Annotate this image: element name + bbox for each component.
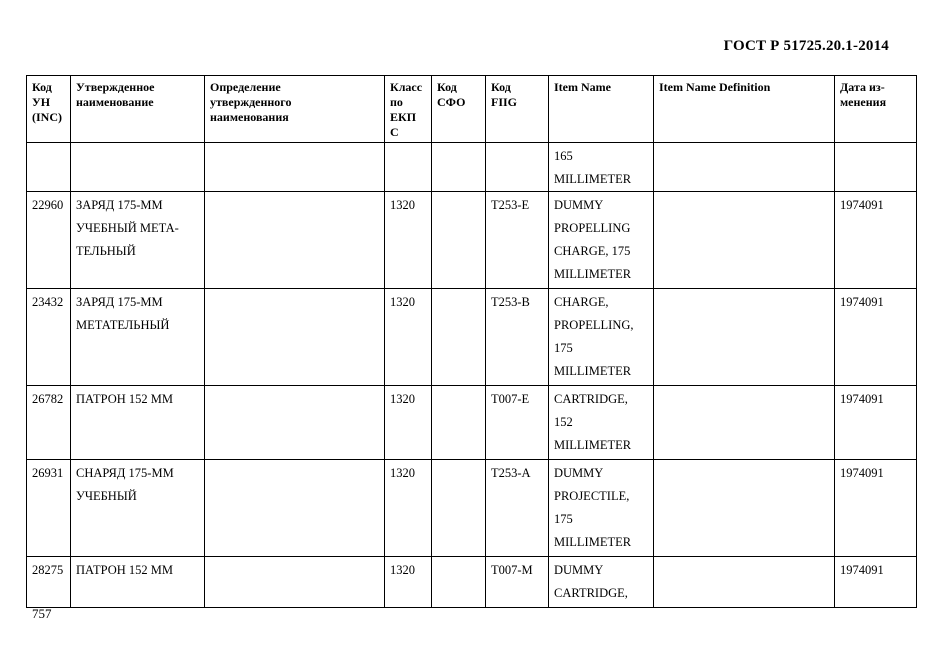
cell-sfo xyxy=(432,557,486,608)
column-header-class: Класс по ЕКП С xyxy=(385,76,432,143)
table-row xyxy=(27,192,917,289)
document-standard-header: ГОСТ Р 51725.20.1-2014 xyxy=(723,38,889,54)
column-header-name-definition: Определение утвержденного наименования xyxy=(205,76,385,143)
cell-fiig xyxy=(486,143,549,192)
cell-sfo xyxy=(432,192,486,289)
item-name-catalog-table xyxy=(26,75,917,608)
cell-fiig: T253-B xyxy=(486,289,549,386)
table-row xyxy=(27,386,917,460)
cell-sfo xyxy=(432,143,486,192)
column-header-approved-name: Утвержденное наименование xyxy=(71,76,205,143)
cell-change-date: 1974091 xyxy=(835,192,917,289)
page-number: 757 xyxy=(32,606,52,621)
cell-item-name: DUMMY CARTRIDGE, xyxy=(549,557,654,608)
cell-class: 1320 xyxy=(385,460,432,557)
table-row xyxy=(27,557,917,608)
cell-item-name: CHARGE, PROPELLING, 175 MILLIMETER xyxy=(549,289,654,386)
cell-approved-name: ЗАРЯД 175-ММ УЧЕБНЫЙ МЕТА- ТЕЛЬНЫЙ xyxy=(71,192,205,289)
cell-definition xyxy=(205,192,385,289)
cell-class: 1320 xyxy=(385,192,432,289)
column-header-item-name-definition: Item Name Definition xyxy=(654,76,835,143)
cell-change-date: 1974091 xyxy=(835,386,917,460)
cell-inc: 26782 xyxy=(27,386,71,460)
cell-sfo xyxy=(432,289,486,386)
cell-item-name-definition xyxy=(654,386,835,460)
column-header-fiig: Код FIIG xyxy=(486,76,549,143)
cell-item-name: CARTRIDGE, 152 MILLIMETER xyxy=(549,386,654,460)
cell-inc: 23432 xyxy=(27,289,71,386)
cell-change-date: 1974091 xyxy=(835,460,917,557)
cell-class: 1320 xyxy=(385,386,432,460)
cell-inc xyxy=(27,143,71,192)
cell-approved-name xyxy=(71,143,205,192)
cell-definition xyxy=(205,557,385,608)
cell-change-date: 1974091 xyxy=(835,557,917,608)
column-header-inc: Код УН (INC) xyxy=(27,76,71,143)
cell-fiig: T253-A xyxy=(486,460,549,557)
cell-class: 1320 xyxy=(385,289,432,386)
cell-approved-name: ЗАРЯД 175-ММ МЕТАТЕЛЬНЫЙ xyxy=(71,289,205,386)
cell-item-name-definition xyxy=(654,192,835,289)
cell-definition xyxy=(205,289,385,386)
table-row xyxy=(27,143,917,192)
table-row xyxy=(27,289,917,386)
cell-approved-name: ПАТРОН 152 ММ xyxy=(71,386,205,460)
cell-item-name-definition xyxy=(654,460,835,557)
cell-inc: 26931 xyxy=(27,460,71,557)
cell-item-name-definition xyxy=(654,289,835,386)
cell-sfo xyxy=(432,460,486,557)
cell-inc: 22960 xyxy=(27,192,71,289)
column-header-change-date: Дата из- менения xyxy=(835,76,917,143)
cell-item-name-definition xyxy=(654,557,835,608)
table-header-row xyxy=(27,76,917,143)
cell-class xyxy=(385,143,432,192)
cell-change-date xyxy=(835,143,917,192)
cell-definition xyxy=(205,386,385,460)
table-row xyxy=(27,460,917,557)
column-header-item-name: Item Name xyxy=(549,76,654,143)
column-header-sfo: Код СФО xyxy=(432,76,486,143)
cell-definition xyxy=(205,143,385,192)
cell-definition xyxy=(205,460,385,557)
cell-change-date: 1974091 xyxy=(835,289,917,386)
cell-fiig: T007-E xyxy=(486,386,549,460)
cell-item-name-definition xyxy=(654,143,835,192)
cell-fiig: T253-E xyxy=(486,192,549,289)
cell-approved-name: СНАРЯД 175-ММ УЧЕБНЫЙ xyxy=(71,460,205,557)
cell-item-name: DUMMY PROPELLING CHARGE, 175 MILLIMETER xyxy=(549,192,654,289)
cell-fiig: T007-M xyxy=(486,557,549,608)
cell-approved-name: ПАТРОН 152 ММ xyxy=(71,557,205,608)
cell-item-name: DUMMY PROJECTILE, 175 MILLIMETER xyxy=(549,460,654,557)
cell-class: 1320 xyxy=(385,557,432,608)
cell-item-name: 165 MILLIMETER xyxy=(549,143,654,192)
cell-inc: 28275 xyxy=(27,557,71,608)
cell-sfo xyxy=(432,386,486,460)
